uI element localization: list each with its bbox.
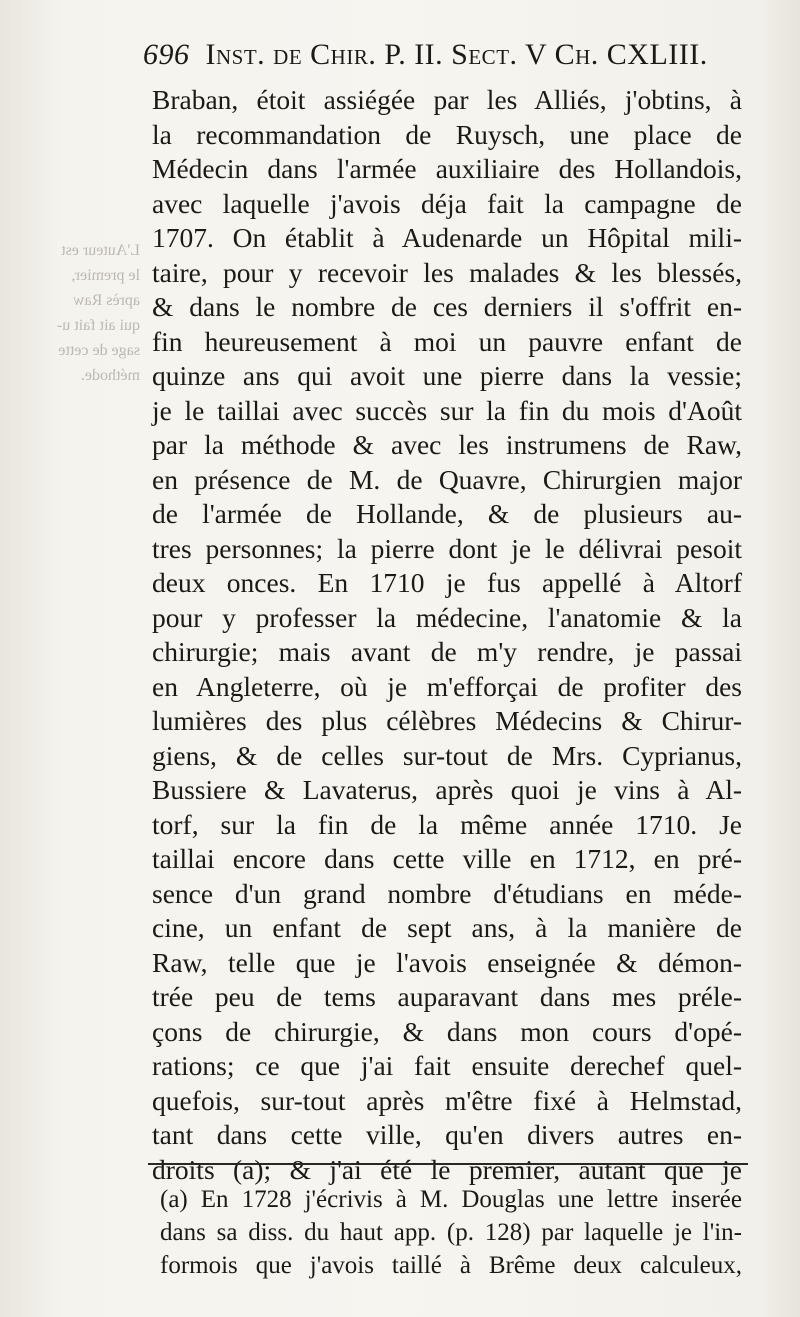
text-line: tres personnes; la pierre dont je le délivrai pesoit bbox=[152, 532, 742, 564]
bleed-line: sage de cette bbox=[58, 342, 140, 359]
text-line: quinze ans qui avoit une pierre dans la vessie; bbox=[152, 360, 742, 391]
text-line: pour y professer la médecine, l'anatomie & la bbox=[152, 601, 742, 633]
text-line: la recommandation de Ruysch, une place de bbox=[152, 118, 742, 150]
running-title: Inst. de Chir. P. II. Sect. V Ch. CXLIII. bbox=[205, 38, 708, 71]
running-header bbox=[143, 38, 723, 72]
bleed-line: L'Auteur est bbox=[61, 242, 140, 259]
text-line: taillai encore dans cette ville en 1712, en pré- bbox=[152, 843, 742, 874]
text-line: giens, & de celles sur-tout de Mrs. Cyprianus, bbox=[152, 739, 742, 771]
text-line: deux onces. En 1710 je fus appellé à Altorf bbox=[152, 567, 742, 598]
text-line: par la méthode & avec les instrumens de Raw, bbox=[152, 429, 742, 460]
text-line: de l'armée de Hollande, & de plusieurs au- bbox=[152, 498, 742, 529]
text-line: quefois, sur-tout après m'être fixé à Helmstad, bbox=[152, 1084, 742, 1116]
footnote-line: (a) En 1728 j'écrivis à M. Douglas une lettre inserée bbox=[160, 1186, 742, 1213]
text-line: tant dans cette ville, qu'en divers autres en- bbox=[152, 1119, 742, 1150]
text-line: je le taillai avec succès sur la fin du mois d'Août bbox=[152, 394, 742, 426]
bleed-line: qui ait fait u- bbox=[56, 317, 140, 334]
bleed-line: méthode. bbox=[80, 367, 140, 384]
text-line: Médecin dans l'armée auxiliaire des Hollandois, bbox=[152, 153, 742, 184]
text-line: avec laquelle j'avois déja fait la campagne de bbox=[152, 187, 742, 219]
margin-bleedthrough bbox=[10, 238, 140, 388]
text-line: trée peu de tems auparavant dans mes préle- bbox=[152, 981, 742, 1012]
text-line: chirurgie; mais avant de m'y rendre, je passai bbox=[152, 636, 742, 667]
text-line: fin heureusement à moi un pauvre enfant de bbox=[152, 325, 742, 357]
bleed-line: après Raw bbox=[72, 292, 140, 309]
text-line: & dans le nombre de ces derniers il s'offrit en- bbox=[152, 291, 742, 322]
text-line: Bussiere & Lavaterus, après quoi je vins à Al- bbox=[152, 774, 742, 805]
text-line: rations; ce que j'ai fait ensuite derechef quel- bbox=[152, 1050, 742, 1081]
text-line: 1707. On établit à Audenarde un Hôpital mili- bbox=[152, 222, 742, 253]
text-line: çons de chirurgie, & dans mon cours d'opé- bbox=[152, 1015, 742, 1047]
text-line: droits (a); & j'ai été le premier, autant que je bbox=[152, 1153, 742, 1185]
text-line: en présence de M. de Quavre, Chirurgien major bbox=[152, 463, 742, 495]
footnote-line: formois que j'avois taillé à Brême deux calculeux, bbox=[160, 1252, 742, 1279]
text-line: sence d'un grand nombre d'étudians en méde- bbox=[152, 877, 742, 909]
body-text bbox=[152, 83, 742, 1187]
text-line: lumières des plus célèbres Médecins & Chirur- bbox=[152, 705, 742, 736]
text-line: torf, sur la fin de la même année 1710. Je bbox=[152, 808, 742, 840]
text-line: taire, pour y recevoir les malades & les blessés, bbox=[152, 256, 742, 288]
bleed-line: le premier, bbox=[71, 267, 140, 284]
page-number: 696 bbox=[143, 38, 190, 71]
text-line: Braban, étoit assiégée par les Alliés, j'obtins, à bbox=[152, 84, 742, 115]
footnote bbox=[160, 1183, 742, 1282]
footnote-rule bbox=[148, 1163, 748, 1165]
text-line: Raw, telle que je l'avois enseignée & démon- bbox=[152, 946, 742, 978]
text-line: en Angleterre, où je m'efforçai de profiter des bbox=[152, 670, 742, 702]
text-line: cine, un enfant de sept ans, à la manière de bbox=[152, 912, 742, 943]
footnote-line: dans sa diss. du haut app. (p. 128) par laquelle je l'in- bbox=[160, 1219, 742, 1246]
